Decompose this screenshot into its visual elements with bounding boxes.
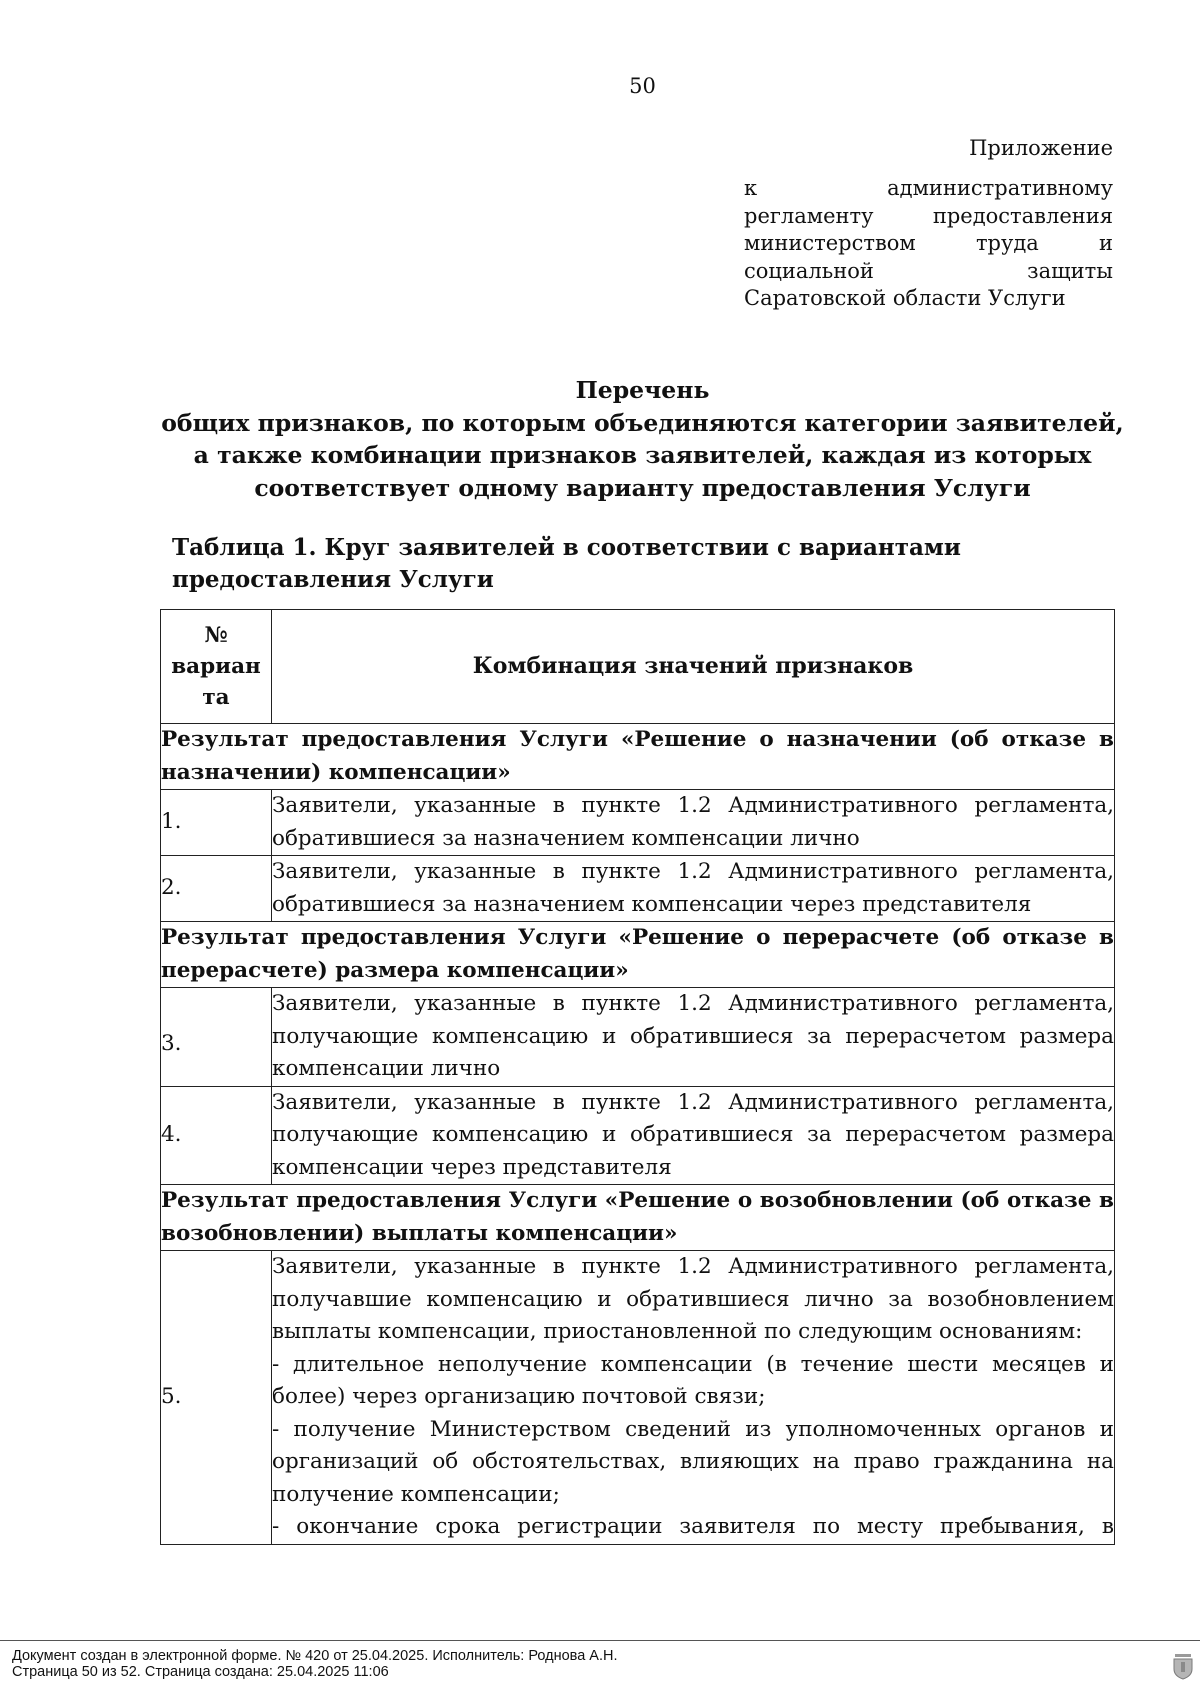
table-row [161,988,1115,1087]
table-row [161,856,1115,922]
description-paragraph: - получение Министерством сведений из уполномоченных органов и организаций об обстоятельствах, влияющих на право гражданина на получение компенсации; [272,1416,1114,1507]
heading-subtitle: общих признаков, по которым объединяются категории заявителей, а также комбинации признаков заявителей, каждая из которых соответствует одному варианту предоставления Услуги [161,408,1124,502]
header-variant-number [161,610,272,724]
variant-description: Заявители, указанные в пункте 1.2 Административного регламента, обратившиеся за назначением компенсации лично [272,790,1115,856]
variant-description [272,1251,1115,1545]
variant-number: 5. [161,1251,272,1545]
variant-number: 4. [161,1086,272,1185]
description-paragraph: Заявители, указанные в пункте 1.2 Административного регламента, получавшие компенсацию и обратившиеся лично за возобновлением выплаты компенсации, приостановленной по следующим основаниям: [272,1254,1114,1344]
footer-doc-info: Документ создан в электронной форме. № 420 от 25.04.2025. Исполнитель: Роднова А.Н. [12,1648,618,1664]
table-header-row [161,610,1115,724]
variant-number: 3. [161,988,272,1087]
group-title: Результат предоставления Услуги «Решение о перерасчете (об отказе в перерасчете) размера компенсации» [161,922,1115,988]
footer-divider [0,1640,1200,1641]
table-row [161,790,1115,856]
table-row [161,1251,1115,1545]
group-title: Результат предоставления Услуги «Решение о возобновлении (об отказе в возобновлении) выплаты компенсации» [161,1185,1115,1251]
table-row [161,1086,1115,1185]
group-row [161,724,1115,790]
group-row [161,922,1115,988]
header-combination: Комбинация значений признаков [272,610,1115,724]
variant-number: 2. [161,856,272,922]
description-paragraph: - длительное неполучение компенсации (в течение шести месяцев и более) через организацию почтовой связи; [272,1351,1114,1409]
appendix-title: Приложение [969,136,1113,160]
variant-description: Заявители, указанные в пункте 1.2 Административного регламента, получающие компенсацию и обратившиеся за перерасчетом размера компенсации лично [272,988,1115,1087]
header-num-part: № [204,623,228,648]
document-heading [160,374,1125,504]
page-number: 50 [629,74,656,98]
header-num-part: та [202,685,230,710]
table-caption: Таблица 1. Круг заявителей в соответствии с вариантами предоставления Услуги [172,534,961,593]
variant-description: Заявители, указанные в пункте 1.2 Административного регламента, обратившиеся за назначением компенсации через представителя [272,856,1115,922]
variant-number: 1. [161,790,272,856]
emblem-icon [1172,1652,1194,1680]
variant-description: Заявители, указанные в пункте 1.2 Административного регламента, получающие компенсацию и обратившиеся за перерасчетом размера компенсации через представителя [272,1086,1115,1185]
header-num-part: вариан [171,654,261,679]
group-title: Результат предоставления Услуги «Решение о назначении (об отказе в назначении) компенсации» [161,724,1115,790]
description-paragraph: - окончание срока регистрации заявителя по месту пребывания, в [272,1514,1114,1539]
footer-page-info: Страница 50 из 52. Страница создана: 25.04.2025 11:06 [12,1664,389,1680]
group-row [161,1185,1115,1251]
heading-title: Перечень [575,376,710,404]
variants-table [160,609,1115,1545]
appendix-body: к административному регламенту предоставления министерством труда и социальной защиты Саратовской области Услуги [744,176,1113,310]
document-footer [12,1648,618,1680]
